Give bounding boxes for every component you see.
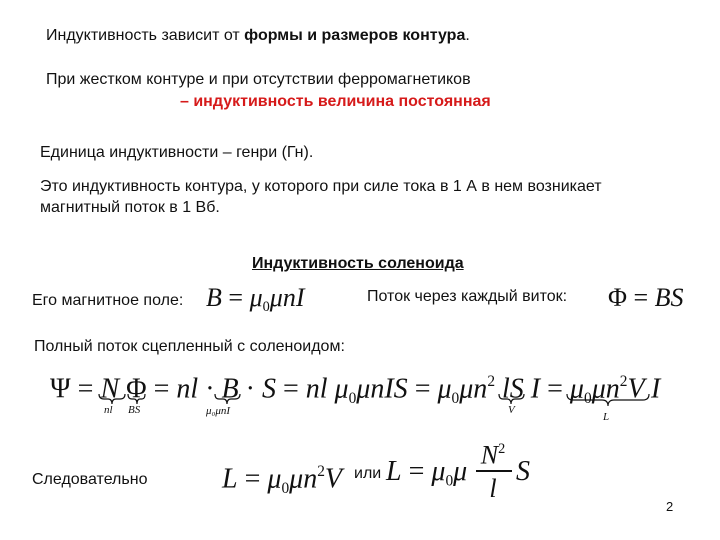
heading-solenoid: Индуктивность соленоида	[252, 255, 464, 272]
formula-inductance-v: $L = \mu_0\mu n^2V$	[222, 463, 343, 497]
formula-inductance-l: $L = \mu_0\mu$	[386, 456, 468, 490]
line1-bold: формы и размеров контура	[244, 27, 466, 44]
label-flux-per-turn: Поток через каждый виток:	[367, 288, 568, 305]
fraction-numerator: $N^2$	[480, 440, 506, 470]
brace-label-l: L	[603, 411, 610, 423]
formula-area: S	[516, 456, 530, 487]
underbrace-mu-n2-v	[566, 393, 650, 409]
fraction-denominator: l	[489, 474, 497, 503]
text-definition-1: Это индуктивность контура, у которого при силе тока в 1 А в нем возникает	[40, 178, 602, 195]
text-inductance-depends	[46, 26, 470, 45]
label-total-flux: Полный поток сцепленный с соленоидом:	[34, 338, 345, 355]
formula-field: $B = \mu_0\mu nI$	[206, 283, 305, 315]
label-or: или	[354, 465, 382, 482]
brace-label-v: V	[508, 404, 515, 416]
brace-label-mu0mun: μ₀μnI	[206, 405, 231, 417]
brace-label-bs: BS	[128, 404, 141, 416]
formula-flux: Φ = BS	[608, 283, 684, 312]
formula-total-flux: Ψ = N Φ = nl · B · S = nl $\mu_0\mu nIS = \mu_0\mu n^2$ lS $I = \mu_0\mu n^2V$ I	[50, 373, 661, 407]
brace-label-nl: nl	[104, 404, 113, 416]
text-rigid-contour: При жестком контуре и при отсутствии ферромагнетиков	[46, 71, 471, 88]
fraction-bar	[476, 470, 512, 472]
text-unit: Единица индуктивности – генри (Гн).	[40, 144, 314, 161]
page-number: 2	[666, 499, 674, 514]
text-definition-2: магнитный поток в 1 Вб.	[40, 199, 220, 216]
line1-after: .	[465, 27, 470, 44]
label-hence: Следовательно	[32, 471, 148, 488]
line1-before: Индуктивность зависит от	[46, 27, 245, 44]
text-constant-inductance: – индуктивность величина постоянная	[180, 93, 491, 110]
label-magnetic-field: Его магнитное поле:	[32, 292, 184, 309]
